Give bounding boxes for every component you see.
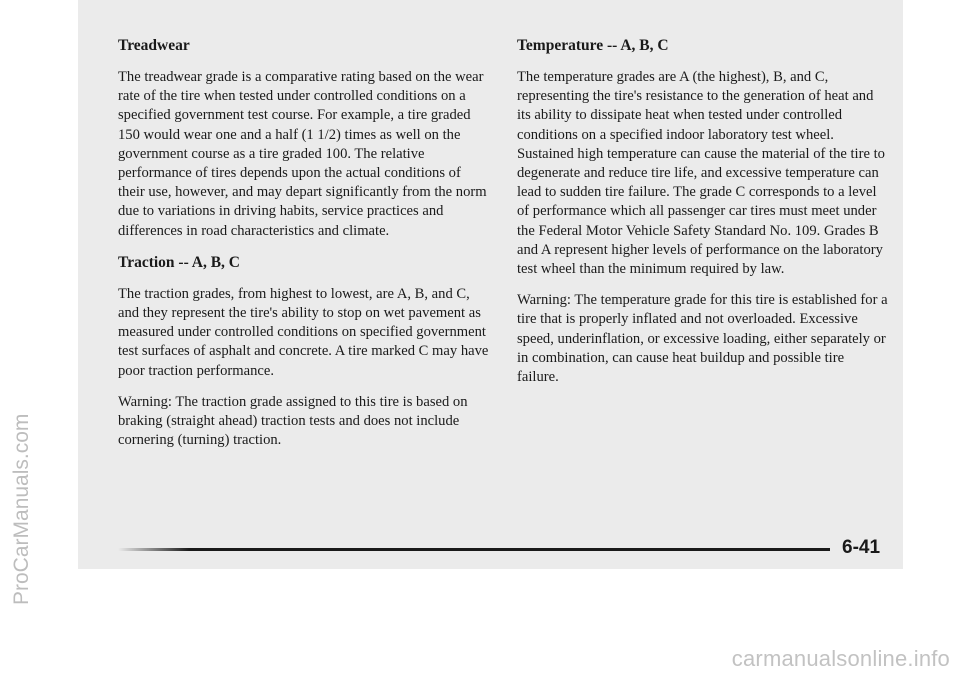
temperature-paragraph: The temperature grades are A (the highest), B, and C, representing the tire's resistance to the generation of heat and its ability to dissipate heat when tested under controlled conditions on a specified indoor laboratory test wheel. Sustained high temperature can cause the material of the tire to degenerate and reduce tire life, and excessive temperature can lead to sudden tire failure. The grade C corresponds to a level of performance which all passenger car tires must meet under the Federal Motor Vehicle Safety Standard No. 109. Grades B and A represent higher levels of performance on the laboratory test wheel than the minimum required by law.: [517, 69, 885, 278]
left-column: [118, 36, 490, 462]
traction-heading: Traction -- A, B, C: [118, 253, 240, 271]
traction-warning-paragraph: Warning: The traction grade assigned to this tire is based on braking (straight ahead) traction tests and does not include cornering (turning) traction.: [118, 393, 468, 449]
right-column: [517, 36, 889, 399]
page-number: 6-41: [842, 537, 881, 558]
temperature-heading: Temperature -- A, B, C: [517, 37, 669, 54]
traction-paragraph: The traction grades, from highest to lowest, are A, B, and C, and they represent the tire's ability to stop on wet pavement as measured under controlled conditions on specified government test surfaces of asphalt and concrete. A tire marked C may have poor traction performance.: [118, 285, 489, 379]
footer-rule: [118, 548, 830, 551]
bottom-watermark: carmanualsonline.info: [731, 646, 950, 671]
treadwear-paragraph: The treadwear grade is a comparative rating based on the wear rate of the tire when tested under controlled conditions on a specified government test course. For example, a tire graded 150 would wear one and a half (1 1/2) times as well on the government course as a tire graded 100. The relative performance of tires depends upon the actual conditions of their use, however, and may depart significantly from the norm due to variations in driving habits, service practices and differences in road characteristics and climate.: [118, 69, 487, 239]
temperature-warning-paragraph: Warning: The temperature grade for this tire is established for a tire that is properly inflated and not overloaded. Excessive speed, underinflation, or excessive loading, either separately or in combination, can cause heat buildup and possible tire failure.: [517, 292, 888, 386]
treadwear-heading: Treadwear: [118, 37, 190, 54]
side-watermark: [4, 90, 40, 610]
side-watermark-text: ProCarManuals.com: [10, 413, 33, 605]
